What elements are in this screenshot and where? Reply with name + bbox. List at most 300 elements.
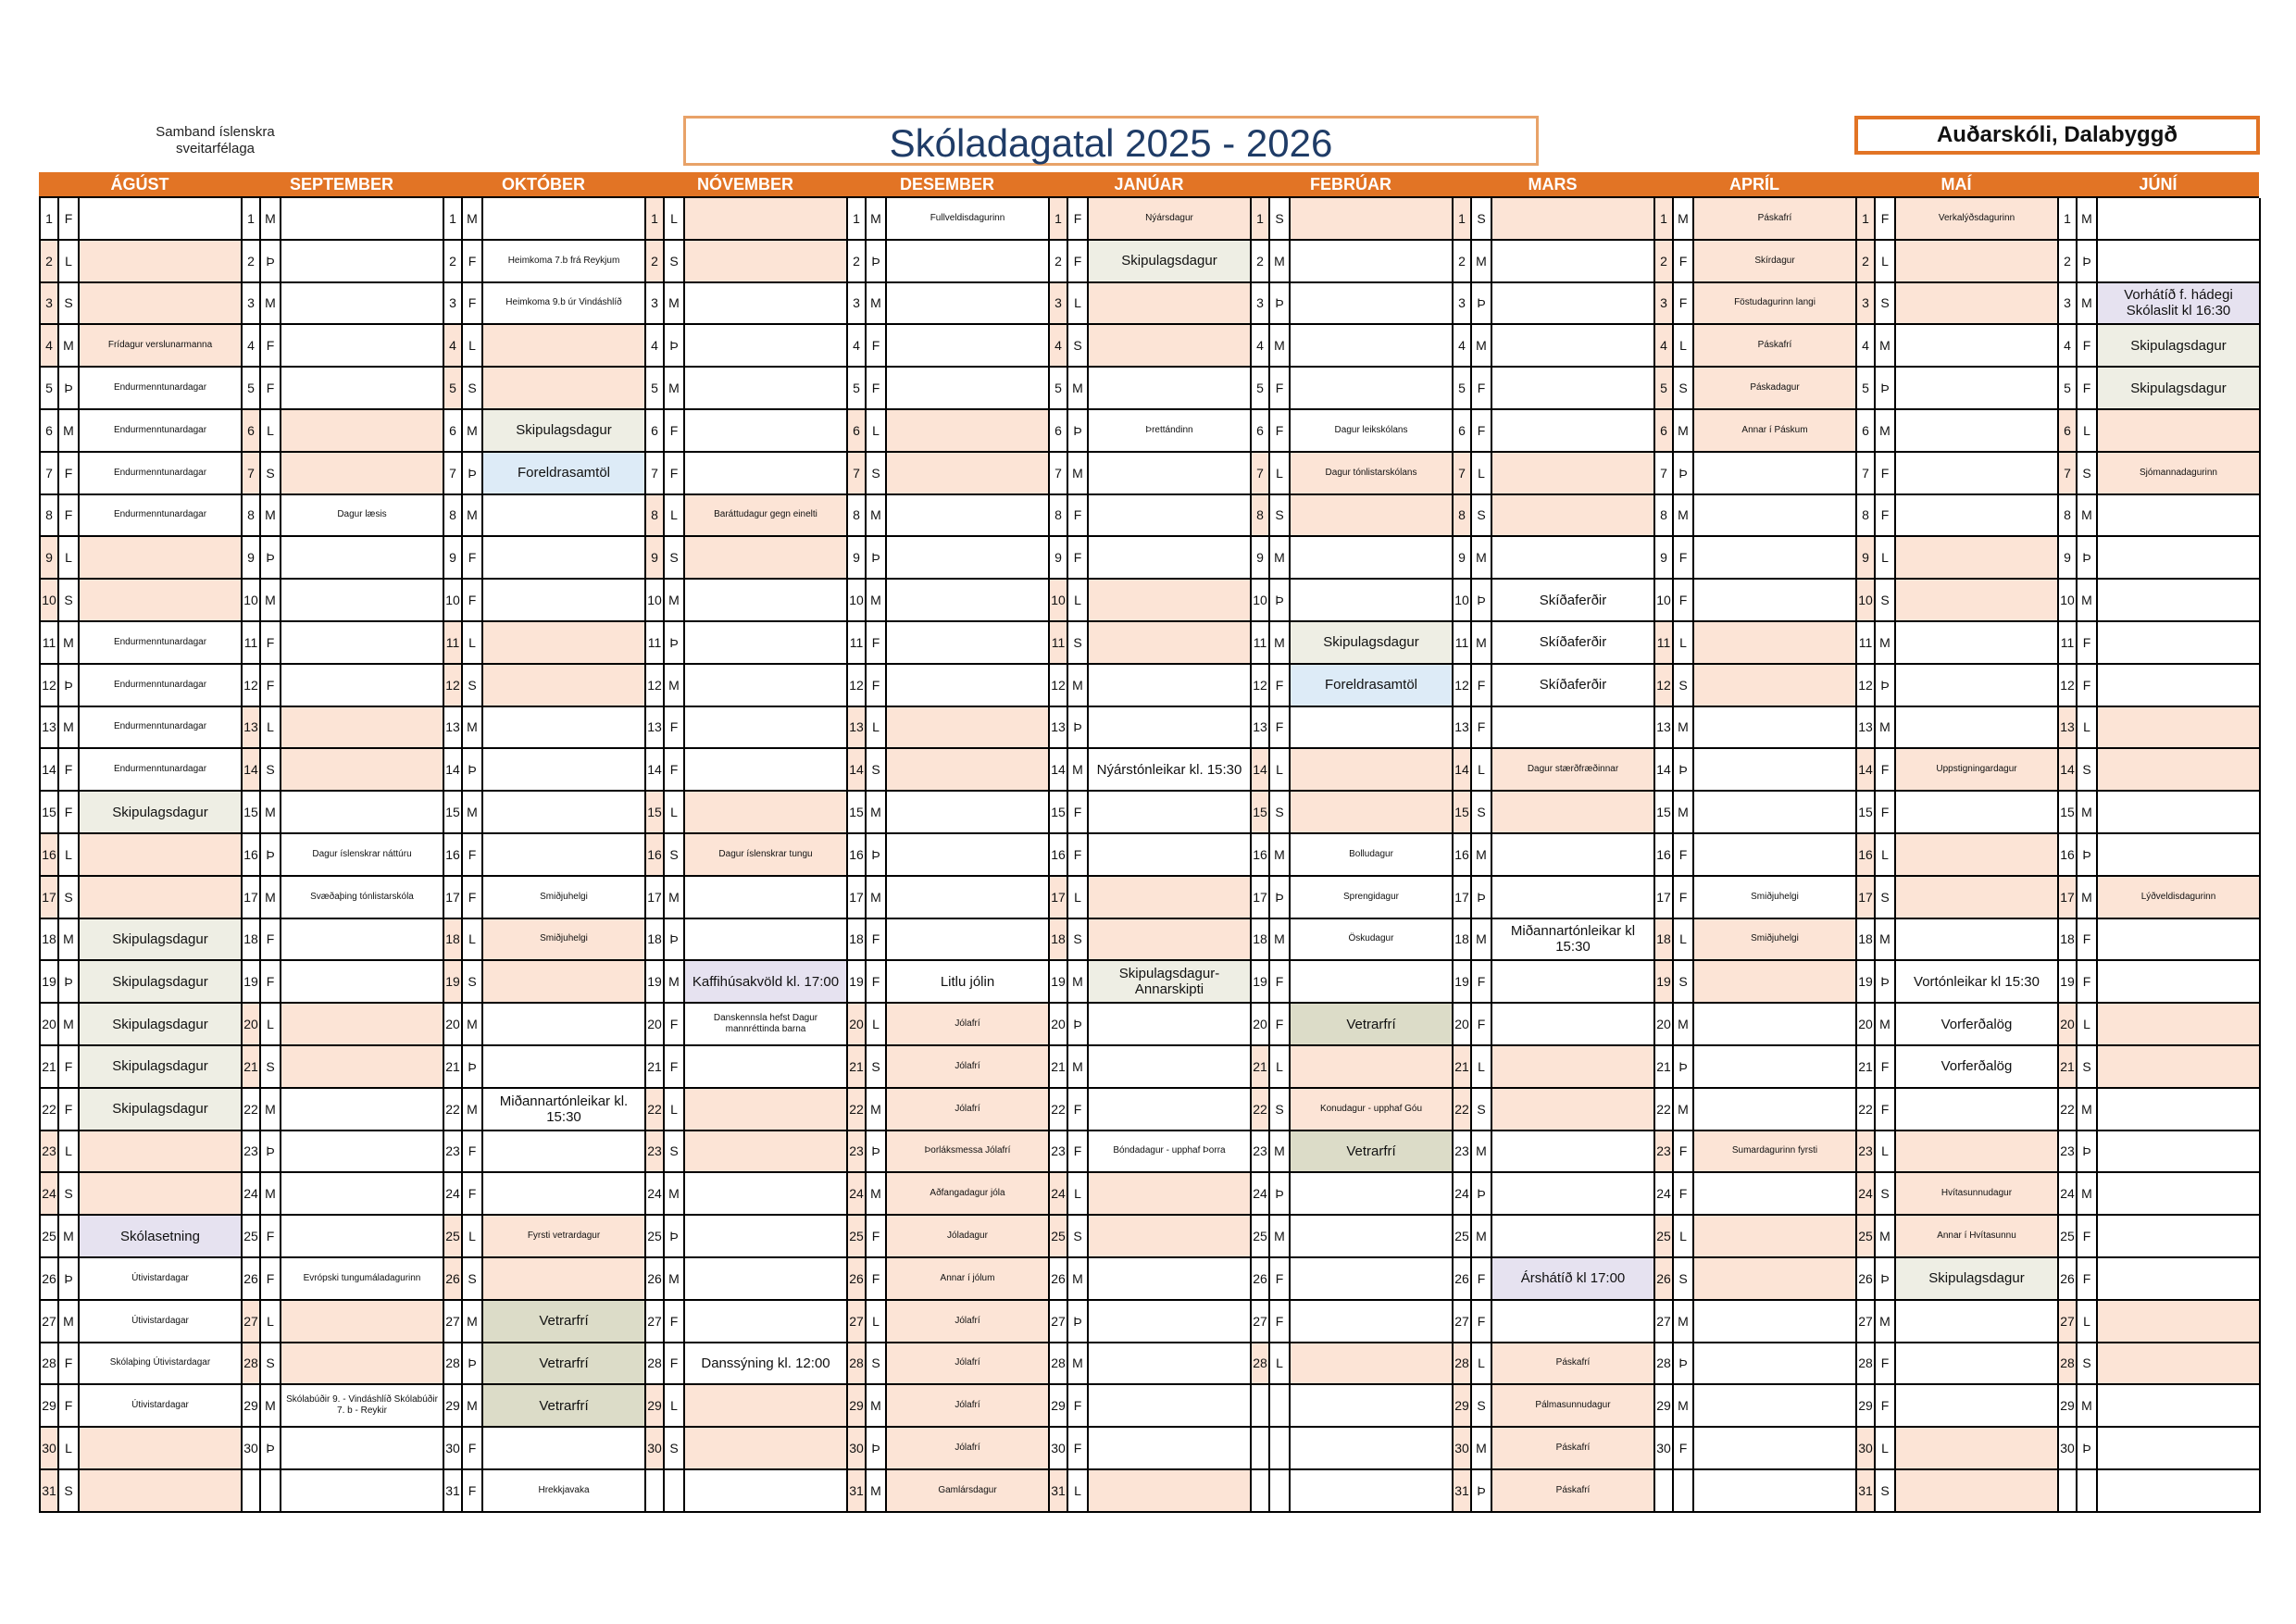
day-number: 13: [1857, 707, 1876, 750]
day-number: 31: [444, 1470, 463, 1513]
day-number: 14: [2059, 749, 2078, 792]
event-cell: Árshátíð kl 17:00: [1492, 1258, 1655, 1301]
weekday-letter: M: [1674, 495, 1694, 538]
day-number: 15: [2059, 792, 2078, 834]
day-number: 6: [848, 410, 867, 453]
day-number: 2: [1050, 241, 1068, 283]
day-number: 22: [2059, 1089, 2078, 1131]
day-number: 5: [2059, 368, 2078, 410]
day-number: 22: [848, 1089, 867, 1131]
day-number: 14: [1252, 749, 1270, 792]
day-number: 25: [2059, 1216, 2078, 1258]
day-number: 20: [848, 1004, 867, 1046]
day-number: 19: [1655, 961, 1674, 1004]
day-number: 17: [1050, 877, 1068, 919]
event-cell: [1291, 368, 1454, 410]
weekday-letter: F: [1674, 834, 1694, 877]
day-number: 11: [1454, 622, 1472, 665]
weekday-letter: F: [463, 1131, 483, 1174]
weekday-letter: M: [463, 495, 483, 538]
weekday-letter: M: [463, 792, 483, 834]
event-cell: Aðfangadagur jóla: [887, 1173, 1050, 1216]
event-cell: [685, 241, 848, 283]
weekday-letter: Þ: [2078, 1428, 2098, 1470]
event-cell: [1089, 1258, 1252, 1301]
day-number: 4: [1454, 325, 1472, 368]
day-number: 13: [848, 707, 867, 750]
event-cell: [2098, 1089, 2261, 1131]
event-cell: [281, 1428, 444, 1470]
weekday-letter: L: [1876, 537, 1896, 580]
weekday-letter: S: [867, 453, 887, 495]
event-cell: [483, 368, 646, 410]
weekday-letter: M: [867, 792, 887, 834]
weekday-letter: Þ: [1472, 580, 1492, 622]
day-number: 17: [1655, 877, 1674, 919]
weekday-letter: F: [867, 961, 887, 1004]
weekday-letter: Þ: [1270, 1173, 1291, 1216]
event-cell: [685, 1258, 848, 1301]
event-cell: [483, 580, 646, 622]
weekday-letter: F: [665, 707, 685, 750]
weekday-letter: Þ: [1270, 580, 1291, 622]
weekday-letter: S: [261, 453, 281, 495]
weekday-letter: L: [665, 1385, 685, 1428]
weekday-letter: M: [1472, 1216, 1492, 1258]
event-cell: [281, 325, 444, 368]
day-number: 1: [646, 198, 665, 241]
month-header: MAÍ: [1940, 175, 1972, 194]
weekday-letter: Þ: [261, 1428, 281, 1470]
event-cell: [2098, 707, 2261, 750]
weekday-letter: Þ: [2078, 1131, 2098, 1174]
event-cell: [2098, 580, 2261, 622]
day-number: 23: [848, 1131, 867, 1174]
day-number: 25: [1454, 1216, 1472, 1258]
event-cell: [1291, 1470, 1454, 1513]
event-cell: Smiðjuhelgi: [1694, 877, 1857, 919]
weekday-letter: L: [2078, 410, 2098, 453]
event-cell: [80, 1428, 243, 1470]
event-cell: [1492, 368, 1655, 410]
weekday-letter: M: [1472, 919, 1492, 962]
weekday-letter: Þ: [1674, 1343, 1694, 1386]
event-cell: [685, 622, 848, 665]
event-cell: [1089, 1004, 1252, 1046]
weekday-letter: L: [867, 1004, 887, 1046]
event-cell: [1694, 834, 1857, 877]
event-cell: Útivistardagar: [80, 1301, 243, 1343]
event-cell: [685, 537, 848, 580]
event-cell: [1492, 1089, 1655, 1131]
weekday-letter: Þ: [1674, 749, 1694, 792]
month-header: NÓVEMBER: [696, 175, 793, 194]
day-number: 15: [1655, 792, 1674, 834]
organization-name: Samband íslenskra sveitarfélaga: [156, 124, 275, 156]
event-cell: Uppstigningardagur: [1896, 749, 2059, 792]
weekday-letter: L: [463, 1216, 483, 1258]
weekday-letter: S: [1472, 198, 1492, 241]
day-number: 21: [1050, 1046, 1068, 1089]
event-cell: [1291, 792, 1454, 834]
weekday-letter: Þ: [59, 961, 80, 1004]
event-cell: Endurmenntunardagar: [80, 495, 243, 538]
event-cell: [887, 410, 1050, 453]
day-number: 3: [1252, 283, 1270, 326]
weekday-letter: S: [261, 1046, 281, 1089]
weekday-letter: M: [867, 1089, 887, 1131]
day-number: 10: [2059, 580, 2078, 622]
weekday-letter: [665, 1470, 685, 1513]
weekday-letter: S: [867, 749, 887, 792]
event-cell: Páskafrí: [1492, 1470, 1655, 1513]
weekday-letter: M: [867, 495, 887, 538]
event-cell: [483, 1173, 646, 1216]
day-number: 11: [1252, 622, 1270, 665]
weekday-letter: L: [1068, 283, 1089, 326]
weekday-letter: S: [1472, 792, 1492, 834]
weekday-letter: F: [1068, 537, 1089, 580]
weekday-letter: M: [1270, 537, 1291, 580]
day-number: 24: [646, 1173, 665, 1216]
weekday-letter: M: [1270, 325, 1291, 368]
weekday-letter: Þ: [665, 919, 685, 962]
weekday-letter: M: [2078, 1173, 2098, 1216]
event-cell: Litlu jólin: [887, 961, 1050, 1004]
day-number: 17: [444, 877, 463, 919]
event-cell: [685, 919, 848, 962]
weekday-letter: Þ: [867, 834, 887, 877]
weekday-letter: F: [1674, 580, 1694, 622]
event-cell: [685, 665, 848, 707]
event-cell: [281, 919, 444, 962]
day-number: 30: [646, 1428, 665, 1470]
weekday-letter: Þ: [1472, 1173, 1492, 1216]
event-cell: [1089, 1343, 1252, 1386]
weekday-letter: M: [1674, 410, 1694, 453]
weekday-letter: F: [59, 1385, 80, 1428]
day-number: 16: [1655, 834, 1674, 877]
weekday-letter: F: [463, 1173, 483, 1216]
weekday-letter: F: [463, 283, 483, 326]
event-cell: [887, 580, 1050, 622]
event-cell: Vetrarfrí: [483, 1385, 646, 1428]
day-number: 28: [1050, 1343, 1068, 1386]
weekday-letter: M: [59, 1004, 80, 1046]
event-cell: Jólafrí: [887, 1428, 1050, 1470]
weekday-letter: L: [1270, 453, 1291, 495]
event-cell: Skipulagsdagur: [483, 410, 646, 453]
day-number: 12: [1252, 665, 1270, 707]
event-cell: [887, 537, 1050, 580]
event-cell: [1896, 241, 2059, 283]
event-cell: Smiðjuhelgi: [483, 877, 646, 919]
event-cell: Endurmenntunardagar: [80, 665, 243, 707]
day-number: 14: [848, 749, 867, 792]
day-number: 24: [2059, 1173, 2078, 1216]
weekday-letter: S: [1876, 580, 1896, 622]
event-cell: [1694, 537, 1857, 580]
event-cell: [483, 792, 646, 834]
day-number: 12: [1857, 665, 1876, 707]
weekday-letter: S: [1270, 1089, 1291, 1131]
month-header-bar: [39, 172, 2259, 196]
event-cell: [1291, 961, 1454, 1004]
event-cell: [1896, 1470, 2059, 1513]
event-cell: [1896, 580, 2059, 622]
event-cell: Konudagur - upphaf Góu: [1291, 1089, 1454, 1131]
event-cell: Jólafrí: [887, 1089, 1050, 1131]
event-cell: Jólafrí: [887, 1385, 1050, 1428]
event-cell: [80, 580, 243, 622]
day-number: 26: [2059, 1258, 2078, 1301]
weekday-letter: L: [1472, 749, 1492, 792]
weekday-letter: Þ: [665, 325, 685, 368]
weekday-letter: S: [1068, 919, 1089, 962]
event-cell: [1694, 1428, 1857, 1470]
day-number: 21: [1655, 1046, 1674, 1089]
event-cell: [483, 834, 646, 877]
weekday-letter: M: [1270, 1216, 1291, 1258]
day-number: 2: [1857, 241, 1876, 283]
weekday-letter: M: [1674, 198, 1694, 241]
weekday-letter: M: [1674, 1004, 1694, 1046]
event-cell: Dagur leikskólans: [1291, 410, 1454, 453]
day-number: 2: [243, 241, 261, 283]
day-number: 3: [1655, 283, 1674, 326]
month-header: ÁGÚST: [110, 175, 169, 194]
event-cell: [281, 792, 444, 834]
event-cell: [2098, 665, 2261, 707]
day-number: 17: [2059, 877, 2078, 919]
weekday-letter: L: [1876, 1131, 1896, 1174]
event-cell: [1492, 1131, 1655, 1174]
event-cell: [887, 707, 1050, 750]
weekday-letter: M: [59, 919, 80, 962]
weekday-letter: M: [1068, 1258, 1089, 1301]
day-number: 23: [1050, 1131, 1068, 1174]
event-cell: [281, 198, 444, 241]
weekday-letter: F: [867, 1258, 887, 1301]
event-cell: [1694, 1173, 1857, 1216]
event-cell: [483, 325, 646, 368]
day-number: 16: [41, 834, 59, 877]
event-cell: [2098, 1470, 2261, 1513]
event-cell: [1291, 1046, 1454, 1089]
day-number: 27: [1252, 1301, 1270, 1343]
weekday-letter: [1270, 1428, 1291, 1470]
weekday-letter: Þ: [261, 1131, 281, 1174]
day-number: 12: [1454, 665, 1472, 707]
month-header: JANÚAR: [1114, 175, 1184, 194]
weekday-letter: Þ: [1674, 453, 1694, 495]
event-cell: Nýárstónleikar kl. 15:30: [1089, 749, 1252, 792]
day-number: 27: [1454, 1301, 1472, 1343]
weekday-letter: M: [1270, 622, 1291, 665]
event-cell: Sprengidagur: [1291, 877, 1454, 919]
day-number: 22: [646, 1089, 665, 1131]
day-number: [2059, 1470, 2078, 1513]
event-cell: Skipulagsdagur- Annarskipti: [1089, 961, 1252, 1004]
weekday-letter: L: [1068, 877, 1089, 919]
weekday-letter: M: [2078, 198, 2098, 241]
weekday-letter: Þ: [665, 622, 685, 665]
event-cell: [2098, 919, 2261, 962]
weekday-letter: F: [867, 1216, 887, 1258]
weekday-letter: Þ: [463, 453, 483, 495]
event-cell: Öskudagur: [1291, 919, 1454, 962]
event-cell: Vetrarfrí: [483, 1301, 646, 1343]
weekday-letter: F: [665, 1004, 685, 1046]
event-cell: [887, 834, 1050, 877]
event-cell: [1291, 1343, 1454, 1386]
weekday-letter: Þ: [261, 537, 281, 580]
day-number: 13: [1252, 707, 1270, 750]
day-number: 29: [1050, 1385, 1068, 1428]
weekday-letter: F: [665, 453, 685, 495]
day-number: 1: [2059, 198, 2078, 241]
event-cell: [1089, 1216, 1252, 1258]
weekday-letter: M: [1472, 537, 1492, 580]
day-number: 15: [243, 792, 261, 834]
event-cell: [1089, 1470, 1252, 1513]
day-number: 21: [1857, 1046, 1876, 1089]
weekday-letter: F: [261, 368, 281, 410]
day-number: 4: [41, 325, 59, 368]
day-number: 3: [243, 283, 261, 326]
weekday-letter: S: [463, 368, 483, 410]
weekday-letter: M: [1674, 1089, 1694, 1131]
day-number: 15: [444, 792, 463, 834]
event-cell: Evrópski tungumáladagurinn: [281, 1258, 444, 1301]
day-number: 7: [1252, 453, 1270, 495]
weekday-letter: M: [1876, 1216, 1896, 1258]
day-number: 11: [1655, 622, 1674, 665]
event-cell: [2098, 198, 2261, 241]
day-number: 14: [1857, 749, 1876, 792]
day-number: 25: [444, 1216, 463, 1258]
weekday-letter: S: [59, 877, 80, 919]
weekday-letter: L: [1472, 1046, 1492, 1089]
weekday-letter: F: [1674, 283, 1694, 326]
weekday-letter: S: [59, 1173, 80, 1216]
weekday-letter: M: [463, 410, 483, 453]
event-cell: [2098, 1131, 2261, 1174]
event-cell: [1694, 1004, 1857, 1046]
day-number: 3: [646, 283, 665, 326]
event-cell: Pálmasunnudagur: [1492, 1385, 1655, 1428]
weekday-letter: S: [1068, 325, 1089, 368]
weekday-letter: M: [867, 198, 887, 241]
weekday-letter: M: [867, 1173, 887, 1216]
event-cell: Dagur stærðfræðinnar: [1492, 749, 1655, 792]
weekday-letter: M: [261, 283, 281, 326]
weekday-letter: L: [1068, 580, 1089, 622]
event-cell: [1694, 1089, 1857, 1131]
weekday-letter: M: [59, 1216, 80, 1258]
weekday-letter: Þ: [1876, 961, 1896, 1004]
event-cell: Páskafrí: [1492, 1428, 1655, 1470]
day-number: 2: [848, 241, 867, 283]
weekday-letter: F: [867, 368, 887, 410]
weekday-letter: L: [261, 1301, 281, 1343]
event-cell: [1492, 1046, 1655, 1089]
weekday-letter: F: [1068, 1385, 1089, 1428]
day-number: 30: [848, 1428, 867, 1470]
weekday-letter: S: [1270, 792, 1291, 834]
day-number: 1: [1454, 198, 1472, 241]
event-cell: [1291, 198, 1454, 241]
day-number: 23: [41, 1131, 59, 1174]
day-number: 7: [41, 453, 59, 495]
weekday-letter: Þ: [2078, 537, 2098, 580]
event-cell: Vorferðalög: [1896, 1046, 2059, 1089]
weekday-letter: F: [59, 1089, 80, 1131]
weekday-letter: F: [1876, 1385, 1896, 1428]
event-cell: [685, 1089, 848, 1131]
day-number: 19: [444, 961, 463, 1004]
day-number: 28: [1252, 1343, 1270, 1386]
event-cell: Skipulagsdagur: [80, 961, 243, 1004]
day-number: 26: [1857, 1258, 1876, 1301]
event-cell: [1089, 537, 1252, 580]
weekday-letter: F: [1068, 241, 1089, 283]
day-number: 26: [1252, 1258, 1270, 1301]
day-number: 12: [41, 665, 59, 707]
event-cell: [1291, 1385, 1454, 1428]
day-number: 1: [848, 198, 867, 241]
weekday-letter: [261, 1470, 281, 1513]
weekday-letter: M: [1068, 368, 1089, 410]
day-number: 27: [1857, 1301, 1876, 1343]
day-number: 14: [243, 749, 261, 792]
event-cell: Útivistardagar: [80, 1258, 243, 1301]
day-number: 27: [444, 1301, 463, 1343]
day-number: 19: [646, 961, 665, 1004]
event-cell: [685, 1216, 848, 1258]
day-number: 16: [646, 834, 665, 877]
day-number: 13: [41, 707, 59, 750]
event-cell: [1896, 1343, 2059, 1386]
event-cell: [1694, 749, 1857, 792]
weekday-letter: F: [463, 834, 483, 877]
weekday-letter: M: [2078, 877, 2098, 919]
day-number: 25: [243, 1216, 261, 1258]
weekday-letter: L: [59, 1428, 80, 1470]
day-number: 24: [1857, 1173, 1876, 1216]
event-cell: [483, 1131, 646, 1174]
day-number: 1: [243, 198, 261, 241]
weekday-letter: M: [665, 665, 685, 707]
weekday-letter: F: [1876, 1089, 1896, 1131]
day-number: 23: [1655, 1131, 1674, 1174]
weekday-letter: F: [1068, 1131, 1089, 1174]
day-number: 11: [1050, 622, 1068, 665]
day-number: 9: [1857, 537, 1876, 580]
day-number: 3: [444, 283, 463, 326]
weekday-letter: L: [463, 622, 483, 665]
weekday-letter: M: [1472, 834, 1492, 877]
day-number: 10: [1050, 580, 1068, 622]
day-number: 18: [1454, 919, 1472, 962]
day-number: 20: [243, 1004, 261, 1046]
day-number: 6: [2059, 410, 2078, 453]
event-cell: [685, 283, 848, 326]
day-number: 13: [2059, 707, 2078, 750]
event-cell: Smiðjuhelgi: [483, 919, 646, 962]
event-cell: [887, 919, 1050, 962]
weekday-letter: L: [1876, 834, 1896, 877]
